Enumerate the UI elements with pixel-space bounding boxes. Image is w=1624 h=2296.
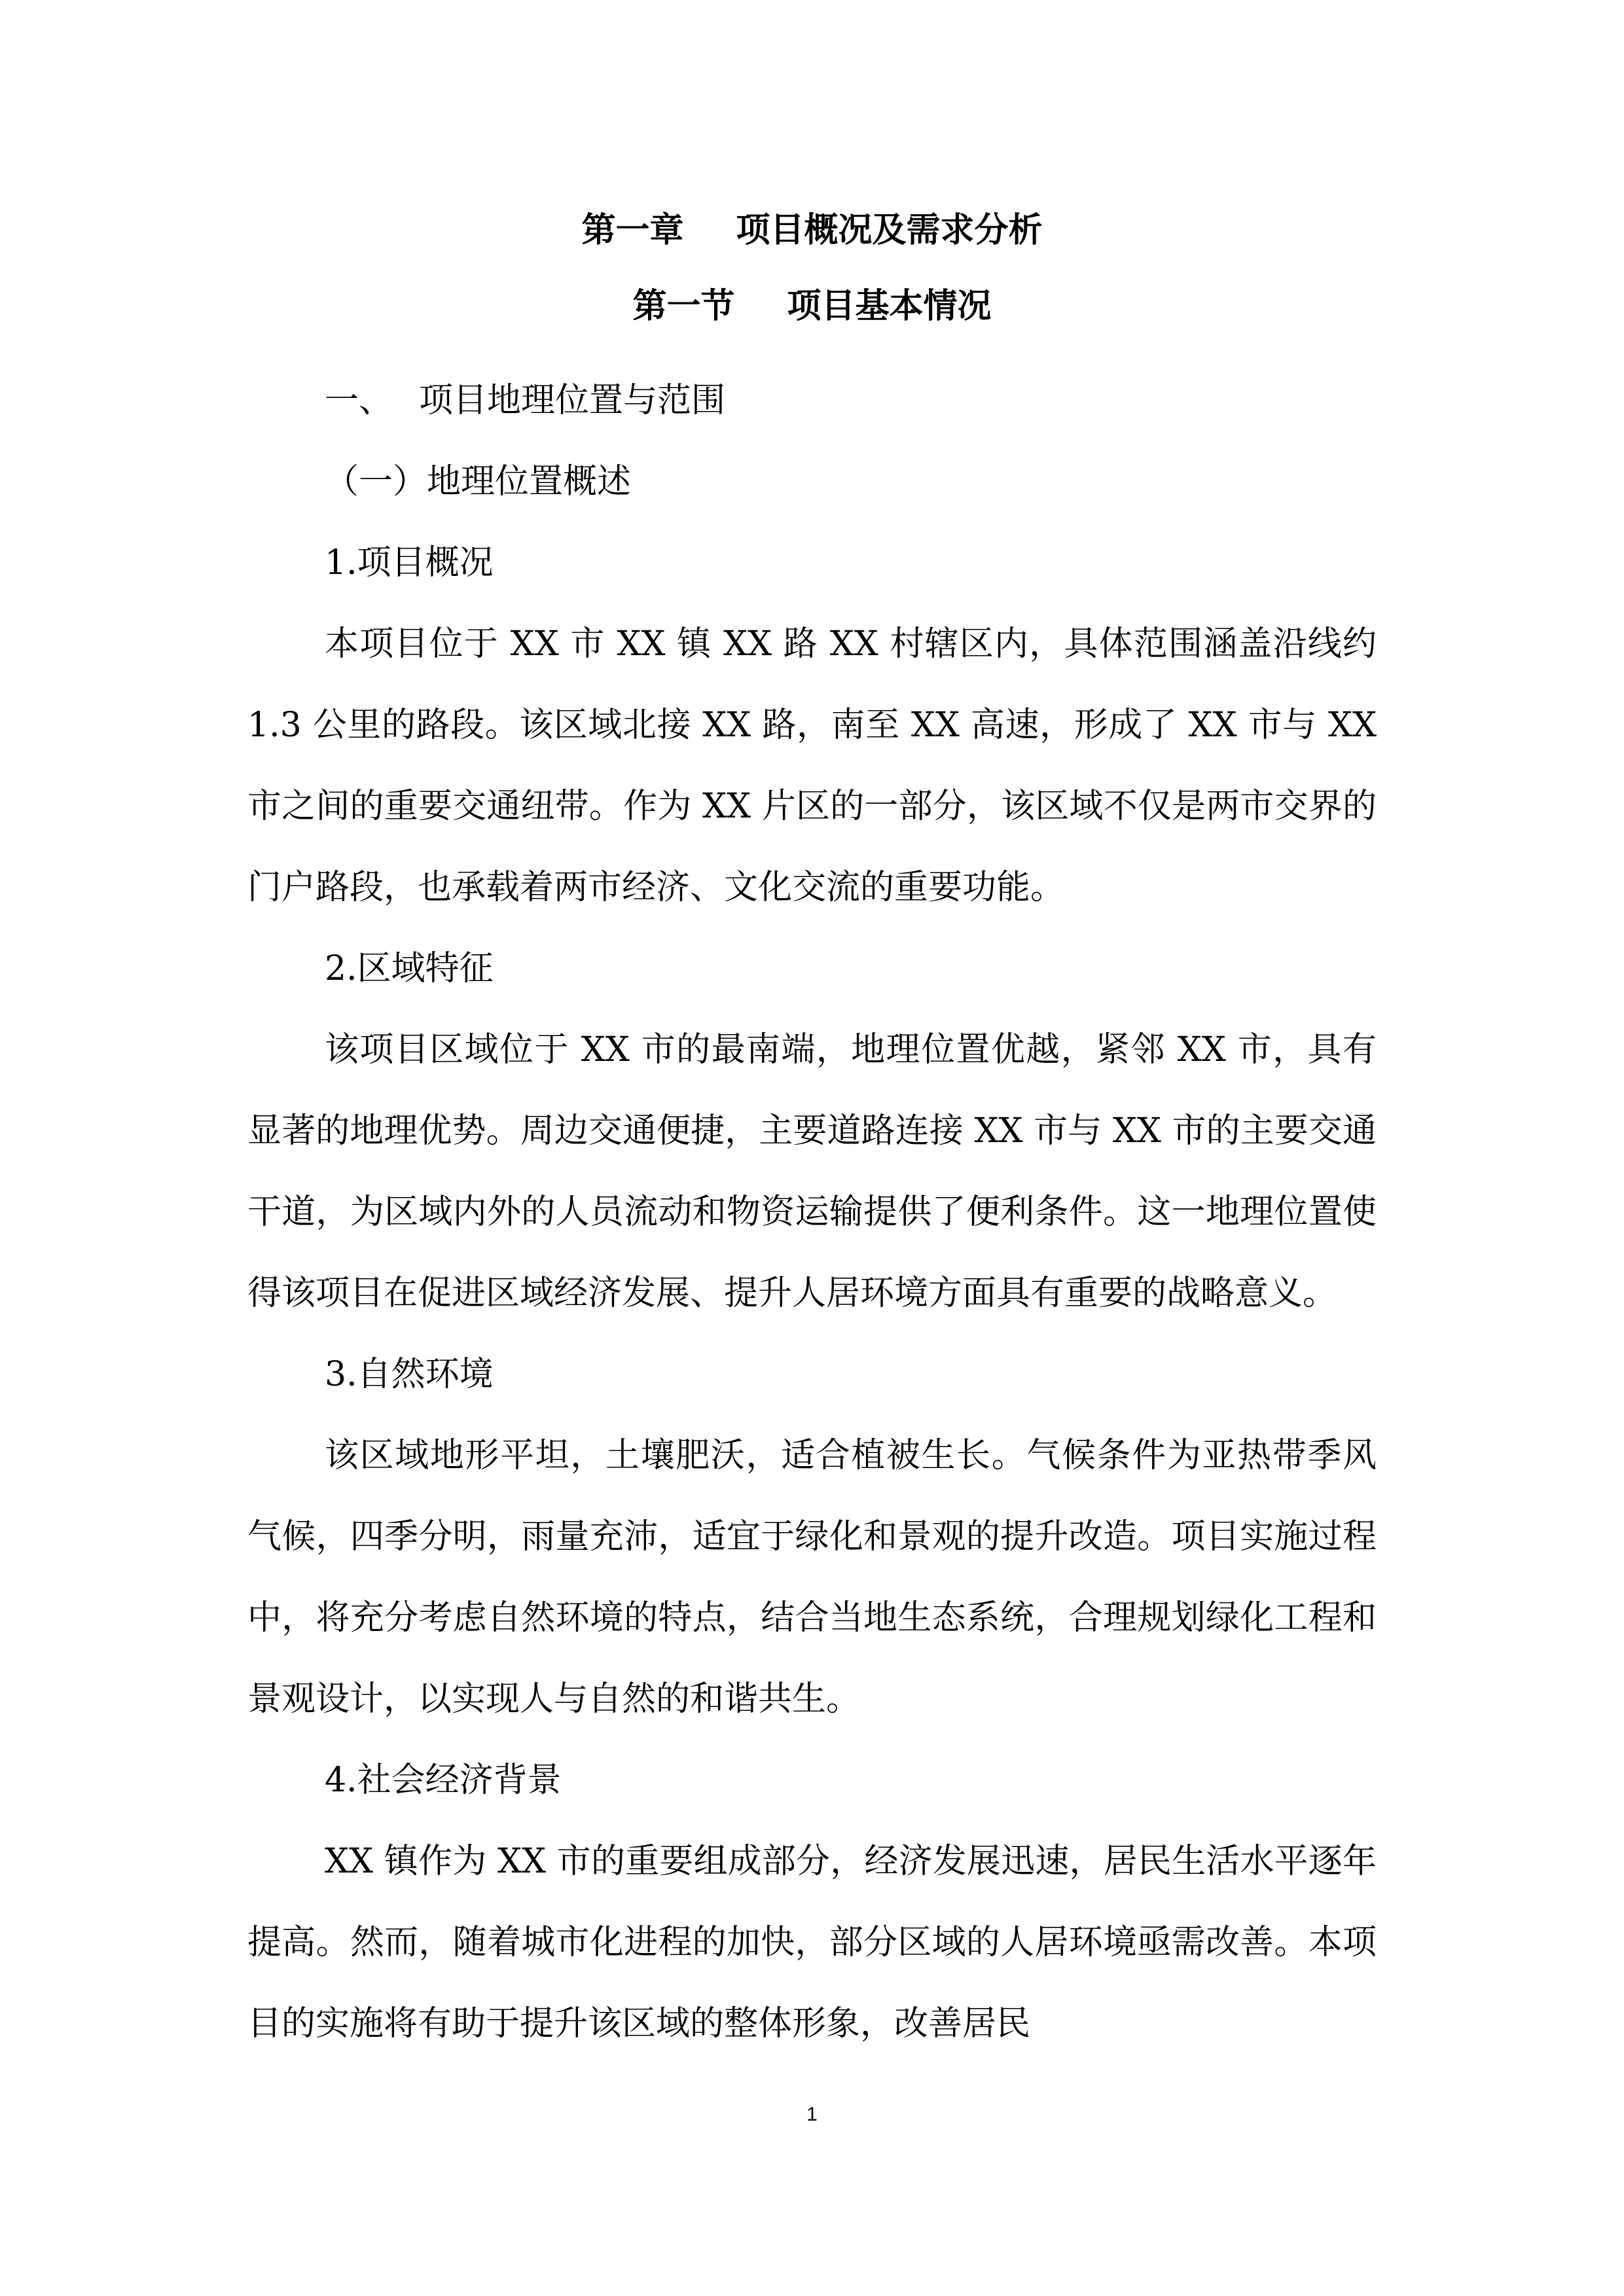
heading-level-2: （一）地理位置概述: [325, 462, 632, 501]
subsection-heading: 2.区域特征: [325, 949, 494, 988]
chapter-title: [247, 212, 1377, 249]
heading-level-1-number: 一、: [325, 381, 393, 420]
page-content: [247, 212, 1377, 2064]
body-paragraph: XX 镇作为 XX 市的重要组成部分，经济发展迅速，居民生活水平逐年提高。然而，随着城市化进程的加快，部分区域的人居环境亟需改善。本项目的实施将有助于提升该区域的整体形象，改善居民: [247, 1842, 1377, 2043]
page-number: 1: [806, 2104, 818, 2125]
subsection-heading: 4.社会经济背景: [325, 1761, 562, 1800]
section-title: [247, 288, 1377, 325]
heading-level-1-title: 项目地理位置与范围: [419, 381, 726, 420]
body-paragraph: 该区域地形平坦，土壤肥沃，适合植被生长。气候条件为亚热带季风气候，四季分明，雨量充沛，适宜于绿化和景观的提升改造。项目实施过程中，将充分考虑自然环境的特点，结合当地生态系统，合理规划绿化工程和景观设计，以实现人与自然的和谐共生。: [247, 1436, 1377, 1719]
body-paragraph: 该项目区域位于 XX 市的最南端，地理位置优越，紧邻 XX 市，具有显著的地理优势。周边交通便捷，主要道路连接 XX 市与 XX 市的主要交通干道，为区域内外的人员流动和物资运输提供了便利条件。这一地理位置使得该项目在促进区域经济发展、提升人居环境方面具有重要的战略意义。: [247, 1030, 1377, 1313]
section-name: 项目基本情况: [787, 287, 992, 326]
subsection-heading: 1.项目概况: [325, 543, 494, 583]
heading-level-1: [247, 360, 1377, 441]
chapter-name: 项目概况及需求分析: [736, 211, 1043, 250]
body-paragraph: 本项目位于 XX 市 XX 镇 XX 路 XX 村辖区内，具体范围涵盖沿线约 1.3 公里的路段。该区域北接 XX 路，南至 XX 高速，形成了 XX 市与 XX 市之间的重要交通纽带。作为 XX 片区的一部分，该区域不仅是两市交界的门户路段，也承载着两市经济、文化交流的重要功能。: [247, 624, 1377, 907]
subsection-heading: 3.自然环境: [325, 1355, 494, 1394]
section-number: 第一节: [632, 287, 735, 326]
chapter-number: 第一章: [581, 211, 684, 250]
